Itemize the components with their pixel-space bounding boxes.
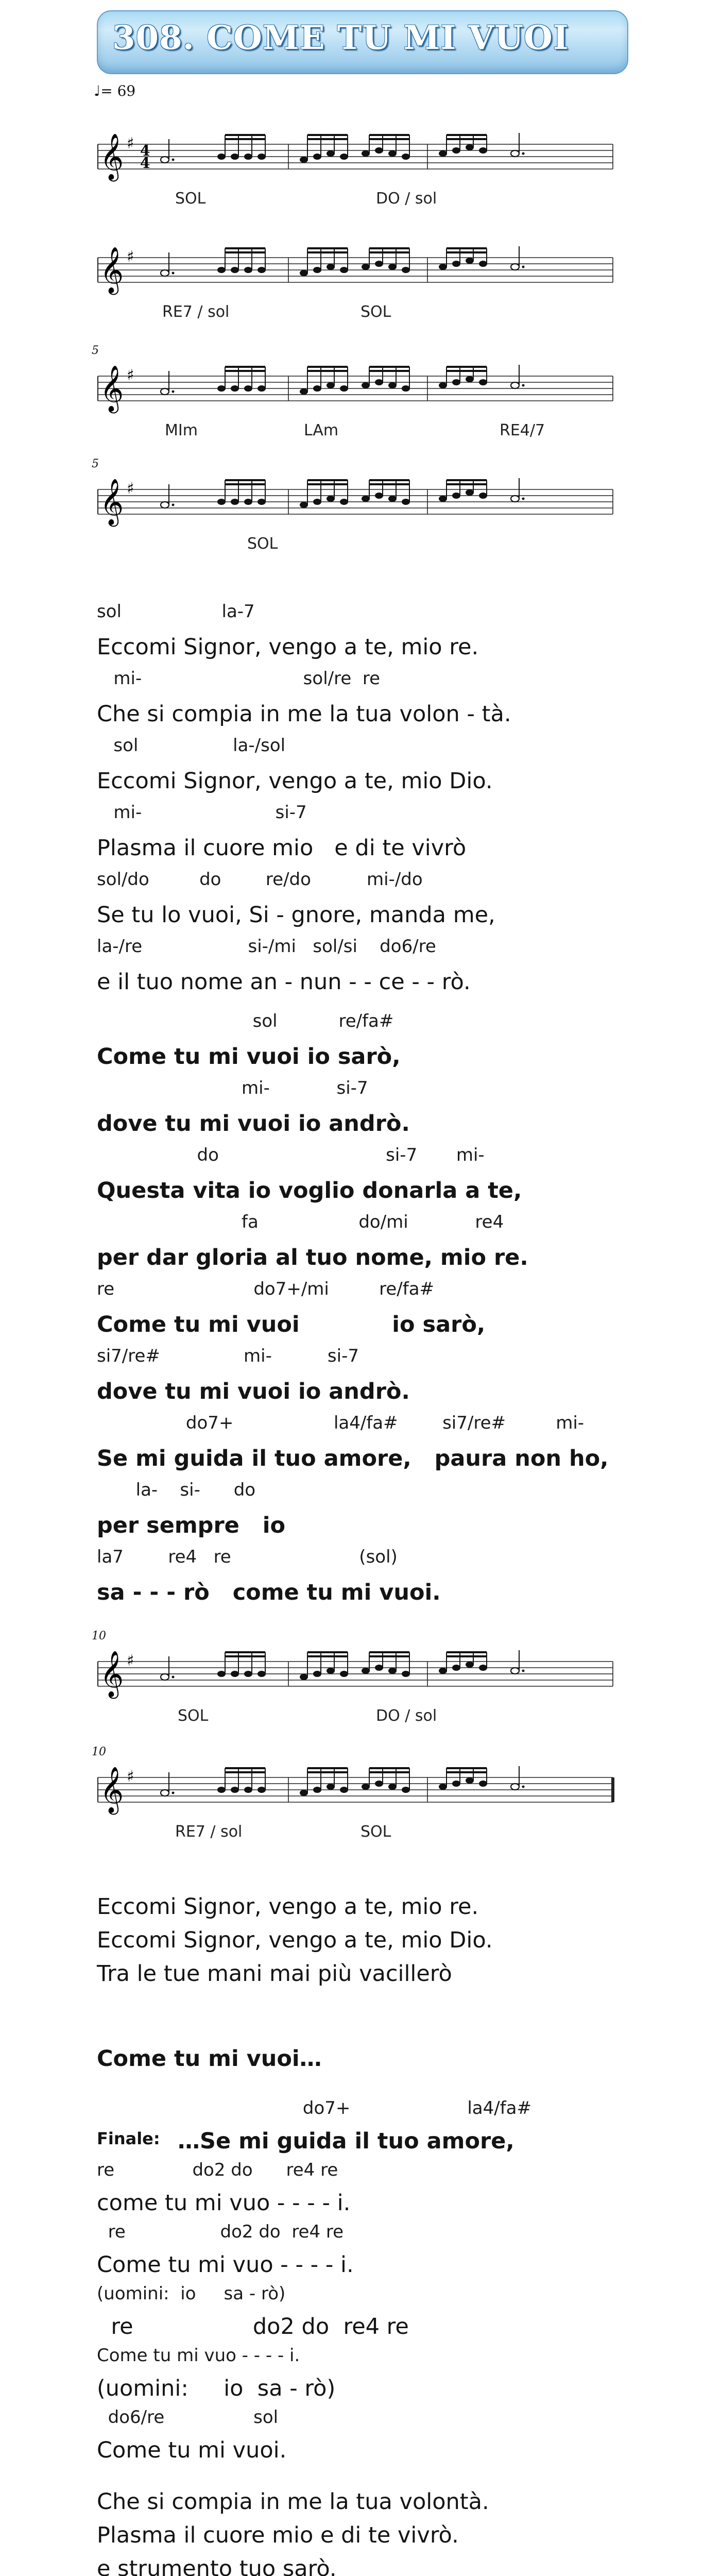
staff-chord-label: SOL [360, 303, 391, 321]
lyric-line: Plasma il cuore mio e di te vivrò [97, 835, 467, 861]
lyric-line: sa - - - rò come tu mi vuoi. [97, 1580, 441, 1605]
chord-line: mi- si-7 [97, 1078, 368, 1098]
chord-line: mi- si-7 [97, 802, 307, 823]
chord-line: la- si- do [97, 1480, 256, 1500]
lyric-line: Eccomi Signor, vengo a te, mio re. [97, 1894, 479, 1920]
chord-line: do7+ la4/fa# [97, 2098, 532, 2119]
chord-line: la7 re4 re (sol) [97, 1547, 398, 1567]
lyric-line: Tra le tue mani mai più vacillerò [97, 1961, 452, 1987]
staff-chord-label: RE7 / sol [175, 1823, 243, 1841]
lyric-line: re do2 do re4 re [97, 2314, 409, 2340]
lyric-line: Come tu mi vuoi io sarò, [97, 1044, 401, 1070]
chord-line: Come tu mi vuo - - - - i. [97, 2345, 300, 2366]
lyric-line: …Se mi guida il tuo amore, [170, 2128, 514, 2154]
music-staff [93, 1757, 623, 1834]
treble-clef-icon: 𝄞 [100, 479, 124, 525]
sharp-icon: ♯ [127, 248, 134, 266]
lyric-line: Eccomi Signor, vengo a te, mio Dio. [97, 768, 493, 794]
chord-line: la-/re si-/mi sol/si do6/re [97, 936, 436, 957]
staff-chord-label: SOL [178, 1707, 209, 1725]
staff-chord-label: DO / sol [376, 190, 437, 208]
staff-chord-label: SOL [247, 535, 278, 553]
lyric-line: (uomini: io sa - rò) [97, 2376, 336, 2401]
chord-line: si7/re# mi- si-7 [97, 1346, 359, 1366]
lyric-line: Eccomi Signor, vengo a te, mio re. [97, 634, 479, 660]
lyric-line: Come tu mi vuoi. [97, 2437, 287, 2463]
staff-chord-label: MIm [165, 421, 198, 439]
lyric-line: dove tu mi vuoi io andrò. [97, 1379, 410, 1404]
staff-chord-label: LAm [304, 421, 339, 439]
chord-line: re do7+/mi re/fa# [97, 1279, 435, 1299]
chord-line: re do2 do re4 re [97, 2160, 338, 2180]
staff-chord-label: RE4/7 [500, 421, 545, 439]
staff-chord-label: SOL [175, 190, 206, 208]
lyric-line: Se tu lo vuoi, Si - gnore, manda me, [97, 902, 495, 928]
chorus-reference: Come tu mi vuoi… [97, 2046, 322, 2072]
staff-chord-label: SOL [360, 1823, 391, 1841]
treble-clef-icon: 𝄞 [100, 133, 124, 180]
chord-line: sol/do do re/do mi-/do [97, 869, 423, 890]
chord-line: do7+ la4/fa# si7/re# mi- [97, 1413, 585, 1433]
lyric-line: Come tu mi vuoi io sarò, [97, 1312, 486, 1337]
chord-line: sol re/fa# [97, 1011, 394, 1031]
sharp-icon: ♯ [127, 134, 134, 152]
sharp-icon: ♯ [127, 480, 134, 498]
lyric-line: dove tu mi vuoi io andrò. [97, 1111, 410, 1137]
staff-chord-label: DO / sol [376, 1707, 437, 1725]
music-staff [93, 124, 623, 201]
chord-line: sol la-/sol [97, 735, 286, 756]
lyric-line: e il tuo nome an - nun - - ce - - rò. [97, 969, 471, 995]
title-banner [97, 10, 628, 74]
sharp-icon: ♯ [127, 1768, 134, 1786]
sharp-icon: ♯ [127, 1652, 134, 1670]
song-title: 308. COME TU MI VUOI [112, 19, 569, 57]
measure-number: 5 [92, 457, 99, 470]
treble-clef-icon: 𝄞 [100, 247, 124, 293]
svg-text:4: 4 [140, 155, 150, 172]
lyric-line: Questa vita io voglio donarla a te, [97, 1178, 522, 1204]
finale-label: Finale: [97, 2129, 160, 2148]
treble-clef-icon: 𝄞 [100, 1651, 124, 1697]
lyric-line: Se mi guida il tuo amore, paura non ho, [97, 1446, 609, 1471]
svg-text:4: 4 [140, 142, 150, 159]
treble-clef-icon: 𝄞 [100, 365, 124, 412]
sharp-icon: ♯ [127, 366, 134, 384]
chord-line: (uomini: io sa - rò) [97, 2283, 286, 2304]
chord-line: mi- sol/re re [97, 668, 381, 689]
lyric-line: e strumento tuo sarò. [97, 2556, 337, 2576]
lyric-line: per dar gloria al tuo nome, mio re. [97, 1245, 528, 1270]
staff-chord-label: RE7 / sol [162, 303, 230, 321]
measure-number: 10 [92, 1745, 106, 1758]
chord-line: do6/re sol [97, 2407, 279, 2428]
lyric-line: come tu mi vuo - - - - i. [97, 2190, 351, 2216]
chord-line: do si-7 mi- [97, 1145, 485, 1165]
chord-line: re do2 do re4 re [97, 2222, 344, 2242]
lyric-line: Che si compia in me la tua volon - tà. [97, 701, 511, 727]
lyric-line: per sempre io [97, 1513, 286, 1538]
lyric-line: Che si compia in me la tua volontà. [97, 2489, 489, 2515]
music-staff [93, 1641, 623, 1718]
treble-clef-icon: 𝄞 [100, 1767, 124, 1813]
chord-line: sol la-7 [97, 601, 255, 622]
measure-number: 5 [92, 344, 99, 357]
lyric-line: Plasma il cuore mio e di te vivrò. [97, 2522, 459, 2548]
lyric-line: Come tu mi vuo - - - - i. [97, 2252, 354, 2278]
tempo-marking: ♩= 69 [94, 82, 136, 99]
music-staff [93, 469, 623, 546]
measure-number: 10 [92, 1630, 106, 1642]
chord-line: fa do/mi re4 [97, 1212, 504, 1232]
lyric-line: Eccomi Signor, vengo a te, mio Dio. [97, 1927, 493, 1953]
